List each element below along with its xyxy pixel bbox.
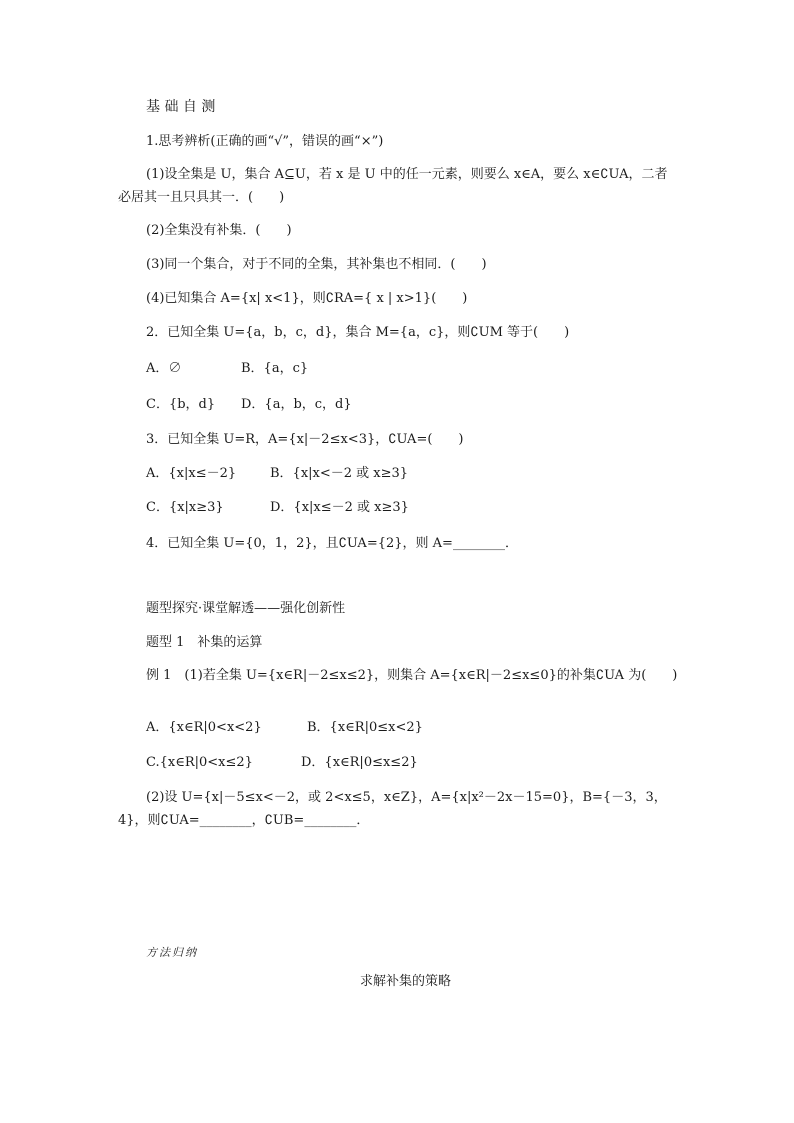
section-title-basic: 基 础 自 测 [146,99,216,115]
question-2-option-c: C．{b，d} [146,397,216,412]
example-1-part-2: (2)设 U={x|－5≤x<－2，或 2<x≤5，x∈Z}，A={x|x²－2x－15=0}，B={－3，3，4}，则∁UA=________，∁UB=________． [118,790,667,828]
question-2-option-a: A．∅ [146,361,182,376]
question-1-2: (2)全集没有补集．( ) [146,223,292,238]
section-title-types: 题型探究·课堂解透——强化创新性 [146,601,346,616]
example-1-part-1: 例 1 (1)若全集 U={x∈R|－2≤x≤2}，则集合 A={x∈R|－2≤x≤0}的补集∁UA 为( ) [146,668,678,683]
question-4: 4．已知全集 U={0，1，2}，且∁UA={2}，则 A=________． [146,536,518,551]
question-2: 2．已知全集 U={a，b，c，d}，集合 M={a，c}，则∁UM 等于( ) [146,325,570,340]
type-1-heading: 题型 1 补集的运算 [146,635,263,650]
question-3: 3．已知全集 U=R，A={x|－2≤x<3}，∁UA=( ) [146,432,464,447]
method-summary-label: 方法归纳 [146,946,198,959]
question-2-option-b: B．{a，c} [241,361,309,376]
question-3-option-b: B．{x|x<－2 或 x≥3} [270,466,409,481]
example-1-option-a: A．{x∈R|0<x<2} [146,720,262,735]
example-1-option-d: D．{x∈R|0≤x≤2} [301,755,418,770]
question-3-option-d: D．{x|x≤－2 或 x≥3} [270,500,409,515]
question-2-option-d: D．{a，b，c，d} [241,397,352,412]
question-1-intro: 1.思考辨析(正确的画“√”，错误的画“×”) [146,134,384,149]
question-1-1: (1)设全集是 U，集合 A⊆U，若 x 是 U 中的任一元素，则要么 x∈A，要么 x∈∁UA，二者必居其一且只具其一．( ) [118,167,668,205]
question-3-option-c: C．{x|x≥3} [146,500,224,515]
example-1-option-c: C.{x∈R|0<x≤2} [146,755,253,770]
question-1-3: (3)同一个集合，对于不同的全集，其补集也不相同．( ) [146,257,487,272]
question-3-option-a: A．{x|x≤－2} [146,466,237,481]
question-1-4: (4)已知集合 A={x| x<1}，则∁RA={ x | x>1}( ) [146,291,468,306]
method-summary-title: 求解补集的策略 [360,974,452,989]
example-1-option-b: B．{x∈R|0≤x<2} [307,720,423,735]
